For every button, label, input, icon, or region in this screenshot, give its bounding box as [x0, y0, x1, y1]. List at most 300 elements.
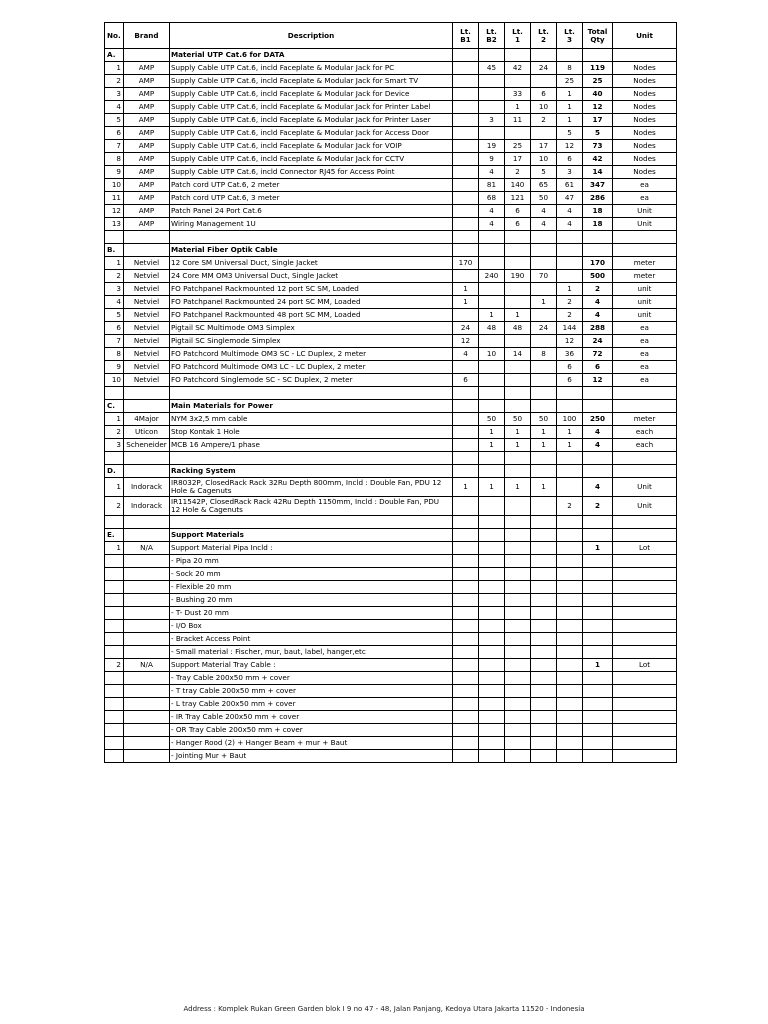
row-lt-b1-cell — [453, 568, 479, 581]
row-unit-cell — [613, 555, 677, 568]
empty-cell — [531, 231, 557, 244]
row-lt-3-cell — [557, 750, 583, 763]
row-description-cell: - Jointing Mur + Baut — [170, 750, 453, 763]
row-lt-3-cell: 1 — [557, 101, 583, 114]
row-lt-b1-cell — [453, 685, 479, 698]
row-lt-2-cell: 1 — [531, 478, 557, 497]
row-lt-1-cell: 1 — [505, 101, 531, 114]
row-lt-1-cell — [505, 127, 531, 140]
row-brand-cell: AMP — [124, 127, 170, 140]
row-lt-1-cell: 14 — [505, 348, 531, 361]
row-no-cell: 8 — [105, 153, 124, 166]
row-lt-b2-cell — [479, 75, 505, 88]
empty-cell — [531, 49, 557, 62]
empty-cell — [583, 516, 613, 529]
row-unit-cell: Nodes — [613, 62, 677, 75]
row-lt-b2-cell: 3 — [479, 114, 505, 127]
row-no-cell: 1 — [105, 257, 124, 270]
row-brand-cell — [124, 724, 170, 737]
row-description-cell: Support Material Pipa Incld : — [170, 542, 453, 555]
row-lt-b2-cell: 1 — [479, 426, 505, 439]
row-unit-cell: Nodes — [613, 153, 677, 166]
row-unit-cell — [613, 724, 677, 737]
table-row — [105, 426, 677, 439]
row-lt-b2-cell: 19 — [479, 140, 505, 153]
empty-cell — [583, 231, 613, 244]
row-brand-cell — [124, 672, 170, 685]
empty-cell — [613, 49, 677, 62]
table-row — [105, 348, 677, 361]
section-header-row — [105, 465, 677, 478]
row-lt-2-cell: 4 — [531, 218, 557, 231]
row-unit-cell: Nodes — [613, 114, 677, 127]
row-lt-b2-cell: 1 — [479, 478, 505, 497]
row-total-qty-cell — [583, 685, 613, 698]
empty-cell — [505, 465, 531, 478]
empty-cell — [583, 387, 613, 400]
row-description-cell: FO Patchcord Multimode OM3 SC - LC Duplex, 2 meter — [170, 348, 453, 361]
table-row — [105, 361, 677, 374]
row-lt-b1-cell — [453, 218, 479, 231]
row-lt-3-cell: 61 — [557, 179, 583, 192]
row-total-qty-cell: 286 — [583, 192, 613, 205]
row-brand-cell: Netviel — [124, 361, 170, 374]
row-unit-cell: meter — [613, 413, 677, 426]
section-title: Racking System — [170, 465, 453, 478]
table-row — [105, 218, 677, 231]
row-description-cell: FO Patchcord Multimode OM3 LC - LC Duplex, 2 meter — [170, 361, 453, 374]
table-row — [105, 114, 677, 127]
row-lt-b2-cell — [479, 581, 505, 594]
table-row — [105, 497, 677, 516]
spacer-row — [105, 452, 677, 465]
row-lt-b1-cell — [453, 309, 479, 322]
row-brand-cell — [124, 633, 170, 646]
row-no-cell — [105, 724, 124, 737]
row-unit-cell: Nodes — [613, 166, 677, 179]
table-row — [105, 335, 677, 348]
row-description-cell: FO Patchpanel Rackmounted 48 port SC MM, Loaded — [170, 309, 453, 322]
row-lt-b2-cell: 4 — [479, 218, 505, 231]
empty-cell — [479, 465, 505, 478]
row-total-qty-cell — [583, 672, 613, 685]
row-unit-cell: ea — [613, 192, 677, 205]
row-lt-2-cell: 1 — [531, 439, 557, 452]
row-lt-1-cell — [505, 698, 531, 711]
row-no-cell: 4 — [105, 101, 124, 114]
header-lt-b1: Lt. B1 — [453, 23, 479, 49]
row-total-qty-cell: 4 — [583, 439, 613, 452]
row-brand-cell: AMP — [124, 179, 170, 192]
row-description-cell: Support Material Tray Cable : — [170, 659, 453, 672]
row-description-cell: FO Patchcord Singlemode SC - SC Duplex, 2 meter — [170, 374, 453, 387]
row-lt-b1-cell — [453, 724, 479, 737]
row-lt-3-cell: 1 — [557, 114, 583, 127]
row-lt-2-cell: 70 — [531, 270, 557, 283]
empty-cell — [613, 465, 677, 478]
row-no-cell — [105, 594, 124, 607]
header-unit: Unit — [613, 23, 677, 49]
table-row — [105, 101, 677, 114]
row-no-cell: 3 — [105, 283, 124, 296]
row-lt-b2-cell: 9 — [479, 153, 505, 166]
empty-cell — [170, 231, 453, 244]
row-lt-1-cell — [505, 659, 531, 672]
empty-cell — [105, 516, 124, 529]
empty-cell — [105, 231, 124, 244]
table-row — [105, 607, 677, 620]
row-lt-b2-cell: 10 — [479, 348, 505, 361]
row-lt-b1-cell — [453, 361, 479, 374]
row-description-cell: - Sock 20 mm — [170, 568, 453, 581]
row-lt-1-cell: 50 — [505, 413, 531, 426]
row-brand-cell — [124, 594, 170, 607]
row-description-cell: FO Patchpanel Rackmounted 12 port SC SM, Loaded — [170, 283, 453, 296]
row-lt-2-cell: 10 — [531, 153, 557, 166]
table-row — [105, 179, 677, 192]
row-no-cell — [105, 672, 124, 685]
empty-cell — [124, 452, 170, 465]
row-description-cell: Wiring Management 1U — [170, 218, 453, 231]
row-total-qty-cell: 4 — [583, 309, 613, 322]
row-lt-1-cell — [505, 296, 531, 309]
row-brand-cell: Netviel — [124, 374, 170, 387]
row-description-cell: Patch cord UTP Cat.6, 3 meter — [170, 192, 453, 205]
empty-cell — [531, 452, 557, 465]
row-total-qty-cell: 17 — [583, 114, 613, 127]
row-unit-cell — [613, 568, 677, 581]
row-description-cell: IR8032P, ClosedRack Rack 32Ru Depth 800mm, Incld : Double Fan, PDU 12 Hole & Cagenuts — [170, 478, 453, 497]
row-unit-cell: ea — [613, 348, 677, 361]
header-no: No. — [105, 23, 124, 49]
table-row — [105, 750, 677, 763]
row-no-cell — [105, 620, 124, 633]
empty-cell — [583, 529, 613, 542]
row-unit-cell: unit — [613, 309, 677, 322]
table-row — [105, 568, 677, 581]
row-brand-cell: AMP — [124, 75, 170, 88]
row-total-qty-cell — [583, 607, 613, 620]
row-total-qty-cell — [583, 698, 613, 711]
row-brand-cell: N/A — [124, 659, 170, 672]
row-unit-cell: Nodes — [613, 140, 677, 153]
row-lt-3-cell — [557, 633, 583, 646]
table-body — [105, 49, 677, 763]
row-brand-cell: AMP — [124, 62, 170, 75]
row-total-qty-cell — [583, 646, 613, 659]
row-no-cell — [105, 711, 124, 724]
empty-cell — [453, 400, 479, 413]
row-lt-3-cell: 1 — [557, 439, 583, 452]
row-lt-1-cell: 140 — [505, 179, 531, 192]
row-brand-cell: AMP — [124, 166, 170, 179]
row-lt-3-cell — [557, 594, 583, 607]
row-lt-3-cell: 100 — [557, 413, 583, 426]
header-lt-2: Lt. 2 — [531, 23, 557, 49]
row-lt-2-cell — [531, 594, 557, 607]
footer-address: Address : Komplek Rukan Green Garden blok I 9 no 47 - 48, Jalan Panjang, Kedoya Utara Jakarta 11520 - Indonesia — [183, 1005, 585, 1013]
row-lt-2-cell — [531, 555, 557, 568]
table-row — [105, 75, 677, 88]
row-lt-2-cell: 6 — [531, 88, 557, 101]
row-total-qty-cell — [583, 737, 613, 750]
row-lt-3-cell — [557, 698, 583, 711]
row-lt-3-cell: 1 — [557, 426, 583, 439]
header-lt-b2: Lt. B2 — [479, 23, 505, 49]
row-lt-b2-cell — [479, 88, 505, 101]
row-unit-cell: ea — [613, 361, 677, 374]
row-lt-3-cell — [557, 478, 583, 497]
row-total-qty-cell: 14 — [583, 166, 613, 179]
row-lt-1-cell — [505, 607, 531, 620]
row-unit-cell: each — [613, 426, 677, 439]
row-description-cell: Pigtail SC Singlemode Simplex — [170, 335, 453, 348]
empty-cell — [531, 529, 557, 542]
row-lt-1-cell — [505, 646, 531, 659]
row-total-qty-cell: 250 — [583, 413, 613, 426]
row-lt-3-cell: 4 — [557, 205, 583, 218]
row-lt-b2-cell — [479, 607, 505, 620]
table-row — [105, 711, 677, 724]
row-description-cell: - Bracket Access Point — [170, 633, 453, 646]
row-lt-3-cell — [557, 581, 583, 594]
row-lt-2-cell: 10 — [531, 101, 557, 114]
row-no-cell: 3 — [105, 88, 124, 101]
row-lt-2-cell — [531, 257, 557, 270]
row-brand-cell — [124, 685, 170, 698]
row-no-cell: 10 — [105, 179, 124, 192]
section-header-row — [105, 49, 677, 62]
row-no-cell: 9 — [105, 361, 124, 374]
row-lt-b1-cell — [453, 633, 479, 646]
row-unit-cell: ea — [613, 179, 677, 192]
row-lt-3-cell — [557, 555, 583, 568]
row-brand-cell: Netviel — [124, 296, 170, 309]
row-total-qty-cell — [583, 711, 613, 724]
empty-cell — [505, 49, 531, 62]
row-lt-3-cell — [557, 711, 583, 724]
row-unit-cell: Nodes — [613, 101, 677, 114]
row-description-cell: - I/O Box — [170, 620, 453, 633]
table-row — [105, 646, 677, 659]
row-total-qty-cell: 1 — [583, 542, 613, 555]
row-no-cell — [105, 633, 124, 646]
row-total-qty-cell: 4 — [583, 478, 613, 497]
row-unit-cell: Unit — [613, 218, 677, 231]
row-lt-b2-cell — [479, 568, 505, 581]
row-lt-1-cell — [505, 724, 531, 737]
row-lt-2-cell: 24 — [531, 62, 557, 75]
row-lt-b1-cell — [453, 153, 479, 166]
empty-cell — [453, 529, 479, 542]
empty-cell — [583, 49, 613, 62]
row-description-cell: Supply Cable UTP Cat.6, incld Faceplate & Modular Jack for Smart TV — [170, 75, 453, 88]
row-brand-cell — [124, 568, 170, 581]
row-lt-b1-cell — [453, 620, 479, 633]
row-no-cell: 7 — [105, 140, 124, 153]
row-brand-cell: AMP — [124, 140, 170, 153]
row-lt-3-cell: 1 — [557, 283, 583, 296]
row-brand-cell: Netviel — [124, 335, 170, 348]
row-lt-2-cell — [531, 711, 557, 724]
row-no-cell — [105, 646, 124, 659]
row-lt-b1-cell: 1 — [453, 478, 479, 497]
row-total-qty-cell: 12 — [583, 374, 613, 387]
row-lt-3-cell — [557, 568, 583, 581]
row-lt-2-cell — [531, 283, 557, 296]
empty-cell — [453, 465, 479, 478]
row-no-cell — [105, 555, 124, 568]
table-row — [105, 698, 677, 711]
table-row — [105, 542, 677, 555]
section-title: Material UTP Cat.6 for DATA — [170, 49, 453, 62]
row-lt-1-cell — [505, 374, 531, 387]
row-lt-b1-cell — [453, 114, 479, 127]
row-lt-1-cell — [505, 594, 531, 607]
row-lt-b2-cell — [479, 659, 505, 672]
row-total-qty-cell: 18 — [583, 205, 613, 218]
row-lt-b2-cell — [479, 685, 505, 698]
row-lt-1-cell: 1 — [505, 426, 531, 439]
row-lt-2-cell — [531, 607, 557, 620]
section-letter: D. — [105, 465, 124, 478]
section-title: Support Materials — [170, 529, 453, 542]
row-lt-b2-cell — [479, 361, 505, 374]
row-total-qty-cell: 500 — [583, 270, 613, 283]
empty-cell — [479, 516, 505, 529]
row-brand-cell: AMP — [124, 192, 170, 205]
row-lt-2-cell: 65 — [531, 179, 557, 192]
row-description-cell: Supply Cable UTP Cat.6, incld Connector RJ45 for Access Point — [170, 166, 453, 179]
empty-cell — [453, 49, 479, 62]
empty-cell — [557, 465, 583, 478]
table-row — [105, 633, 677, 646]
row-no-cell: 1 — [105, 542, 124, 555]
row-description-cell: Supply Cable UTP Cat.6, incld Faceplate & Modular Jack for Printer Laser — [170, 114, 453, 127]
row-brand-cell: Indorack — [124, 478, 170, 497]
row-description-cell: NYM 3x2,5 mm cable — [170, 413, 453, 426]
row-lt-b1-cell — [453, 205, 479, 218]
row-lt-1-cell: 33 — [505, 88, 531, 101]
header-lt-1: Lt. 1 — [505, 23, 531, 49]
empty-cell — [505, 400, 531, 413]
row-lt-2-cell — [531, 646, 557, 659]
row-brand-cell: Netviel — [124, 348, 170, 361]
table-row — [105, 153, 677, 166]
table-row — [105, 594, 677, 607]
table-row — [105, 296, 677, 309]
row-lt-2-cell — [531, 568, 557, 581]
row-lt-2-cell: 17 — [531, 140, 557, 153]
row-lt-1-cell — [505, 555, 531, 568]
row-lt-b1-cell: 12 — [453, 335, 479, 348]
empty-cell — [557, 49, 583, 62]
table-header — [105, 23, 677, 49]
section-letter: B. — [105, 244, 124, 257]
row-lt-1-cell: 1 — [505, 478, 531, 497]
row-lt-b2-cell — [479, 737, 505, 750]
empty-cell — [505, 452, 531, 465]
row-total-qty-cell: 73 — [583, 140, 613, 153]
row-lt-2-cell — [531, 309, 557, 322]
row-total-qty-cell: 42 — [583, 153, 613, 166]
row-unit-cell — [613, 698, 677, 711]
row-unit-cell — [613, 711, 677, 724]
table-row — [105, 555, 677, 568]
row-lt-3-cell — [557, 257, 583, 270]
row-lt-b1-cell: 6 — [453, 374, 479, 387]
row-lt-3-cell — [557, 542, 583, 555]
row-description-cell: 12 Core SM Universal Duct, Single Jacket — [170, 257, 453, 270]
row-lt-3-cell — [557, 659, 583, 672]
row-lt-3-cell: 2 — [557, 497, 583, 516]
empty-cell — [613, 387, 677, 400]
section-header-row — [105, 244, 677, 257]
row-lt-3-cell — [557, 737, 583, 750]
empty-cell — [124, 400, 170, 413]
empty-cell — [557, 231, 583, 244]
row-lt-b1-cell — [453, 750, 479, 763]
row-brand-cell: AMP — [124, 218, 170, 231]
row-no-cell: 1 — [105, 413, 124, 426]
row-lt-2-cell: 8 — [531, 348, 557, 361]
row-lt-b2-cell — [479, 374, 505, 387]
section-header-row — [105, 529, 677, 542]
material-table — [104, 22, 677, 763]
row-unit-cell: ea — [613, 335, 677, 348]
row-brand-cell: AMP — [124, 101, 170, 114]
row-lt-2-cell: 4 — [531, 205, 557, 218]
row-lt-b1-cell — [453, 737, 479, 750]
row-brand-cell — [124, 581, 170, 594]
row-lt-3-cell: 3 — [557, 166, 583, 179]
row-brand-cell: AMP — [124, 205, 170, 218]
row-total-qty-cell: 4 — [583, 426, 613, 439]
table-row — [105, 672, 677, 685]
row-lt-b1-cell — [453, 426, 479, 439]
empty-cell — [170, 387, 453, 400]
empty-cell — [479, 452, 505, 465]
row-no-cell: 1 — [105, 62, 124, 75]
row-lt-2-cell — [531, 127, 557, 140]
row-lt-b2-cell — [479, 724, 505, 737]
row-brand-cell: Scheneider — [124, 439, 170, 452]
empty-cell — [557, 400, 583, 413]
row-lt-1-cell: 2 — [505, 166, 531, 179]
row-unit-cell — [613, 750, 677, 763]
row-lt-b1-cell — [453, 581, 479, 594]
empty-cell — [613, 516, 677, 529]
row-brand-cell: AMP — [124, 88, 170, 101]
row-description-cell: Supply Cable UTP Cat.6, incld Faceplate & Modular Jack for CCTV — [170, 153, 453, 166]
empty-cell — [557, 516, 583, 529]
row-lt-b2-cell — [479, 646, 505, 659]
row-lt-b2-cell — [479, 594, 505, 607]
row-lt-b1-cell — [453, 497, 479, 516]
row-lt-2-cell — [531, 724, 557, 737]
row-total-qty-cell: 12 — [583, 101, 613, 114]
row-unit-cell: unit — [613, 296, 677, 309]
row-lt-3-cell: 4 — [557, 218, 583, 231]
row-lt-2-cell — [531, 672, 557, 685]
row-lt-1-cell — [505, 672, 531, 685]
row-description-cell: Stop Kontak 1 Hole — [170, 426, 453, 439]
row-brand-cell: Uticon — [124, 426, 170, 439]
empty-cell — [505, 529, 531, 542]
row-brand-cell — [124, 737, 170, 750]
row-lt-3-cell: 25 — [557, 75, 583, 88]
row-description-cell: - L tray Cable 200x50 mm + cover — [170, 698, 453, 711]
